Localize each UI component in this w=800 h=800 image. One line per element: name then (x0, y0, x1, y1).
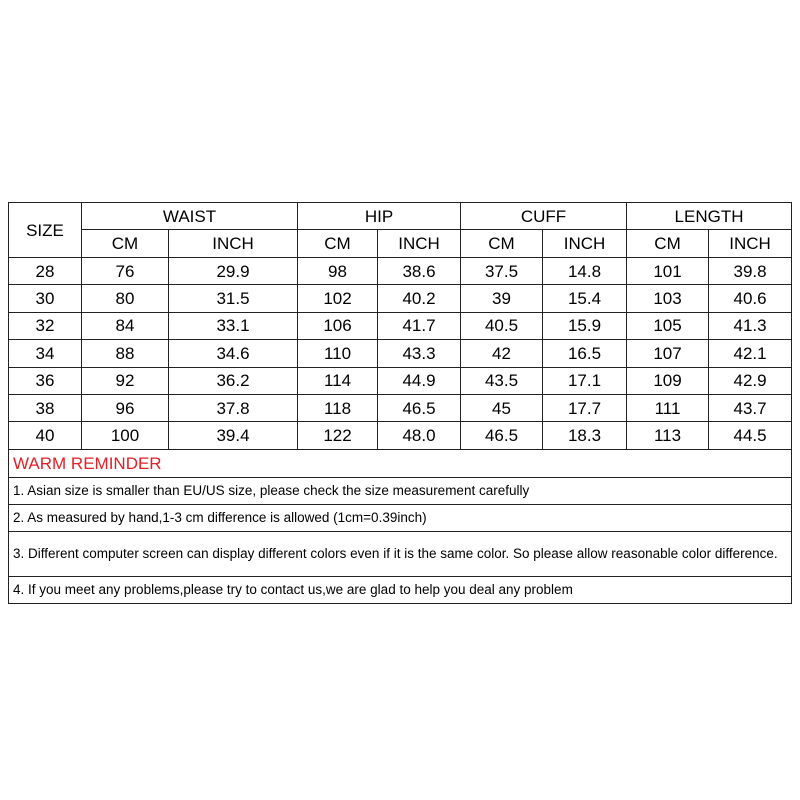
table-row (9, 367, 792, 394)
table-cell: 33.1 (169, 312, 298, 339)
table-cell: 39.8 (709, 258, 792, 285)
table-cell: 39 (461, 285, 543, 312)
header-group-row (9, 203, 792, 230)
table-row (9, 285, 792, 312)
table-cell: 102 (298, 285, 378, 312)
table-row (9, 422, 792, 449)
table-cell: 15.9 (543, 312, 627, 339)
header-unit-row (9, 230, 792, 258)
table-cell: 17.7 (543, 394, 627, 421)
table-cell: 96 (82, 394, 169, 421)
note-row (9, 477, 792, 504)
hip-header: HIP (298, 203, 461, 230)
table-cell: 43.5 (461, 367, 543, 394)
waist-header: WAIST (82, 203, 298, 230)
table-cell: 44.5 (709, 422, 792, 449)
size-header: SIZE (9, 203, 82, 258)
table-cell: 46.5 (378, 394, 461, 421)
table-cell: 44.9 (378, 367, 461, 394)
table-cell: 36.2 (169, 367, 298, 394)
table-cell: 43.3 (378, 340, 461, 367)
table-cell: 17.1 (543, 367, 627, 394)
table-cell: 113 (627, 422, 709, 449)
unit-header: CM (298, 230, 378, 258)
unit-header: CM (82, 230, 169, 258)
table-cell: 40.6 (709, 285, 792, 312)
size-cell: 28 (9, 258, 82, 285)
size-cell: 36 (9, 367, 82, 394)
table-cell: 41.7 (378, 312, 461, 339)
table-cell: 16.5 (543, 340, 627, 367)
size-cell: 30 (9, 285, 82, 312)
table-cell: 118 (298, 394, 378, 421)
table-cell: 110 (298, 340, 378, 367)
warm-reminder-row (9, 449, 792, 477)
table-cell: 107 (627, 340, 709, 367)
size-cell: 32 (9, 312, 82, 339)
table-cell: 76 (82, 258, 169, 285)
table-cell: 122 (298, 422, 378, 449)
table-cell: 42.9 (709, 367, 792, 394)
warm-reminder-title: WARM REMINDER (9, 449, 792, 477)
table-row (9, 312, 792, 339)
table-cell: 34.6 (169, 340, 298, 367)
table-cell: 98 (298, 258, 378, 285)
table-cell: 101 (627, 258, 709, 285)
reminder-note: 4. If you meet any problems,please try to contact us,we are glad to help you deal any problem (9, 576, 792, 603)
note-row (9, 576, 792, 603)
table-cell: 37.8 (169, 394, 298, 421)
table-cell: 42.1 (709, 340, 792, 367)
table-cell: 18.3 (543, 422, 627, 449)
unit-header: CM (627, 230, 709, 258)
table-cell: 103 (627, 285, 709, 312)
unit-header: INCH (543, 230, 627, 258)
table-cell: 46.5 (461, 422, 543, 449)
table-cell: 88 (82, 340, 169, 367)
table-cell: 80 (82, 285, 169, 312)
table-cell: 37.5 (461, 258, 543, 285)
size-cell: 34 (9, 340, 82, 367)
size-cell: 40 (9, 422, 82, 449)
table-row (9, 340, 792, 367)
cuff-header: CUFF (461, 203, 627, 230)
table-cell: 40.5 (461, 312, 543, 339)
table-cell: 31.5 (169, 285, 298, 312)
table-row (9, 258, 792, 285)
note-row (9, 531, 792, 576)
table-cell: 106 (298, 312, 378, 339)
table-cell: 45 (461, 394, 543, 421)
size-chart-table (8, 202, 792, 604)
table-cell: 43.7 (709, 394, 792, 421)
unit-header: INCH (169, 230, 298, 258)
table-cell: 14.8 (543, 258, 627, 285)
table-cell: 15.4 (543, 285, 627, 312)
table-cell: 48.0 (378, 422, 461, 449)
reminder-note: 3. Different computer screen can display different colors even if it is the same color. So please allow reasonable color difference. (9, 531, 792, 576)
size-cell: 38 (9, 394, 82, 421)
note-row (9, 504, 792, 531)
table-cell: 114 (298, 367, 378, 394)
table-cell: 41.3 (709, 312, 792, 339)
unit-header: INCH (378, 230, 461, 258)
unit-header: INCH (709, 230, 792, 258)
table-cell: 29.9 (169, 258, 298, 285)
table-cell: 111 (627, 394, 709, 421)
table-cell: 40.2 (378, 285, 461, 312)
table-cell: 100 (82, 422, 169, 449)
table-cell: 42 (461, 340, 543, 367)
reminder-note: 1. Asian size is smaller than EU/US size, please check the size measurement carefully (9, 477, 792, 504)
table-cell: 84 (82, 312, 169, 339)
table-cell: 109 (627, 367, 709, 394)
table-cell: 92 (82, 367, 169, 394)
table-cell: 39.4 (169, 422, 298, 449)
table-row (9, 394, 792, 421)
reminder-note: 2. As measured by hand,1-3 cm difference is allowed (1cm=0.39inch) (9, 504, 792, 531)
length-header: LENGTH (627, 203, 792, 230)
table-cell: 38.6 (378, 258, 461, 285)
table-cell: 105 (627, 312, 709, 339)
unit-header: CM (461, 230, 543, 258)
